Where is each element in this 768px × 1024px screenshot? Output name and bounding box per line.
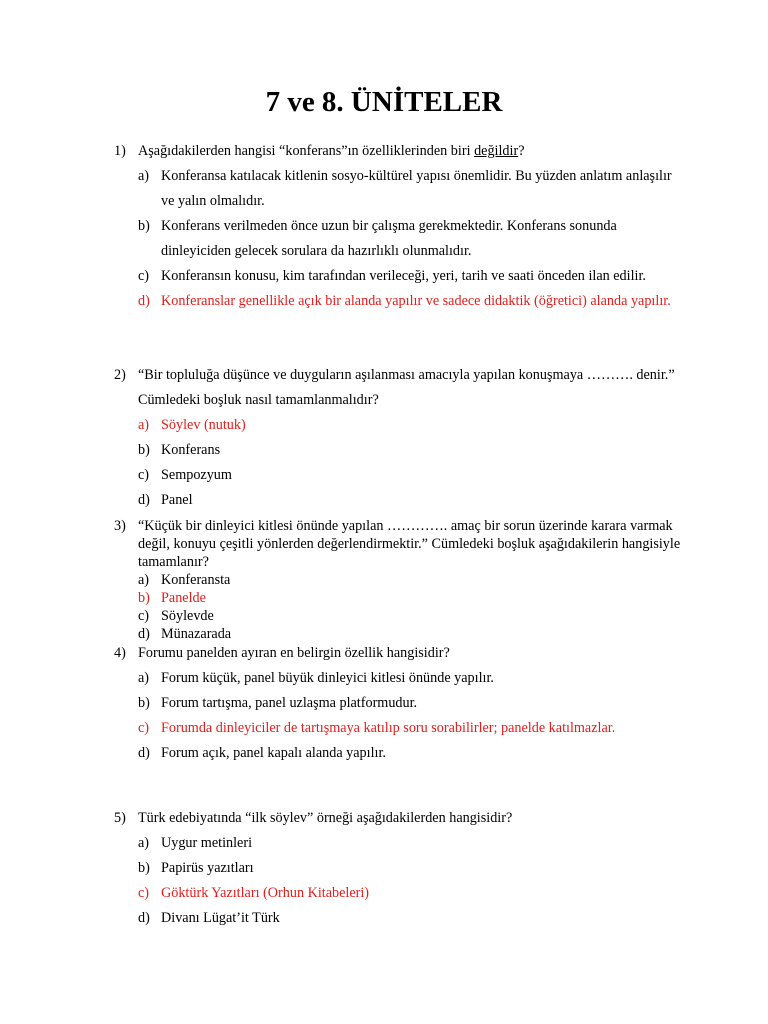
option-a: a) Forum küçük, panel büyük dinleyici kitlesi önünde yapılır. (138, 670, 494, 686)
option-a: a) Konferansta (138, 572, 231, 588)
question-2 (0, 363, 768, 513)
option-a: a) Uygur metinleri (138, 835, 253, 851)
option-list (0, 164, 768, 314)
question-number: 2) (114, 367, 126, 383)
question-3 (0, 517, 768, 643)
option-b: b) Papirüs yazıtları (138, 860, 254, 876)
question-stem: 3) “Küçük bir dinleyici kitlesi önünde yapılan …………. amaç bir sorun üzerinde karara varmak değil, konuyu çeşitli yönlerden değerlendirmektir.” Cümledeki boşluk aşağıdakilerin hangisiyle tamamlanır? (114, 518, 681, 570)
page-title: 7 ve 8. ÜNİTELER (265, 86, 503, 118)
option-d: d) Forum açık, panel kapalı alanda yapılır. (138, 745, 386, 761)
question-1 (0, 139, 768, 314)
option-d-correct: d) Konferanslar genellikle açık bir alanda yapılır ve sadece didaktik (öğretici) alanda yapılır. (138, 293, 671, 309)
option-d: d) Divanı Lügat’it Türk (138, 910, 280, 926)
question-stem: 1) Aşağıdakilerden hangisi “konferans”ın özelliklerinden biri değildir? (0, 139, 768, 164)
option-b: b) Konferans verilmeden önce uzun bir çalışma gerekmektedir. Konferans sonunda dinleyiciden gelecek sorulara da hazırlıklı olunmalıdır. (138, 218, 617, 259)
question-number: 4) (114, 645, 126, 661)
question-stem: 5) Türk edebiyatında “ilk söylev” örneği aşağıdakilerden hangisidir? (0, 806, 768, 831)
question-number: 3) (114, 518, 126, 534)
question-stem: 2) “Bir topluluğa düşünce ve duyguların aşılanması amacıyla yapılan konuşmaya ………. denir.” Cümledeki boşluk nasıl tamamlanmalıdır? (0, 363, 768, 413)
option-d: d) Münazarada (138, 626, 232, 642)
option-c-correct: c) Forumda dinleyiciler de tartışmaya katılıp soru sorabilirler; panelde katılmazlar. (138, 720, 616, 736)
option-c-correct: c) Göktürk Yazıtları (Orhun Kitabeleri) (138, 885, 370, 901)
option-list (0, 571, 768, 643)
option-c: c) Söylevde (138, 608, 214, 624)
option-c: c) Konferansın konusu, kim tarafından verileceği, yeri, tarih ve saati önceden ilan edilir. (138, 268, 646, 284)
option-list (0, 831, 768, 931)
option-d: d) Panel (138, 492, 193, 508)
option-c: c) Sempozyum (138, 467, 232, 483)
emphasis-underlined: değildir (474, 143, 519, 159)
question-number: 1) (114, 143, 126, 159)
option-list (0, 413, 768, 513)
option-b: b) Konferans (138, 442, 221, 458)
option-list (0, 666, 768, 766)
option-a-correct: a) Söylev (nutuk) (138, 417, 246, 433)
option-a: a) Konferansa katılacak kitlenin sosyo-kültürel yapısı önemlidir. Bu yüzden anlatım anlaşılır ve yalın olmalıdır. (138, 168, 672, 209)
question-number: 5) (114, 810, 126, 826)
question-stem: 4) Forumu panelden ayıran en belirgin özellik hangisidir? (0, 641, 768, 666)
question-4 (0, 641, 768, 766)
option-b: b) Forum tartışma, panel uzlaşma platformudur. (138, 695, 418, 711)
option-b-correct: b) Panelde (138, 590, 206, 606)
question-5 (0, 806, 768, 931)
